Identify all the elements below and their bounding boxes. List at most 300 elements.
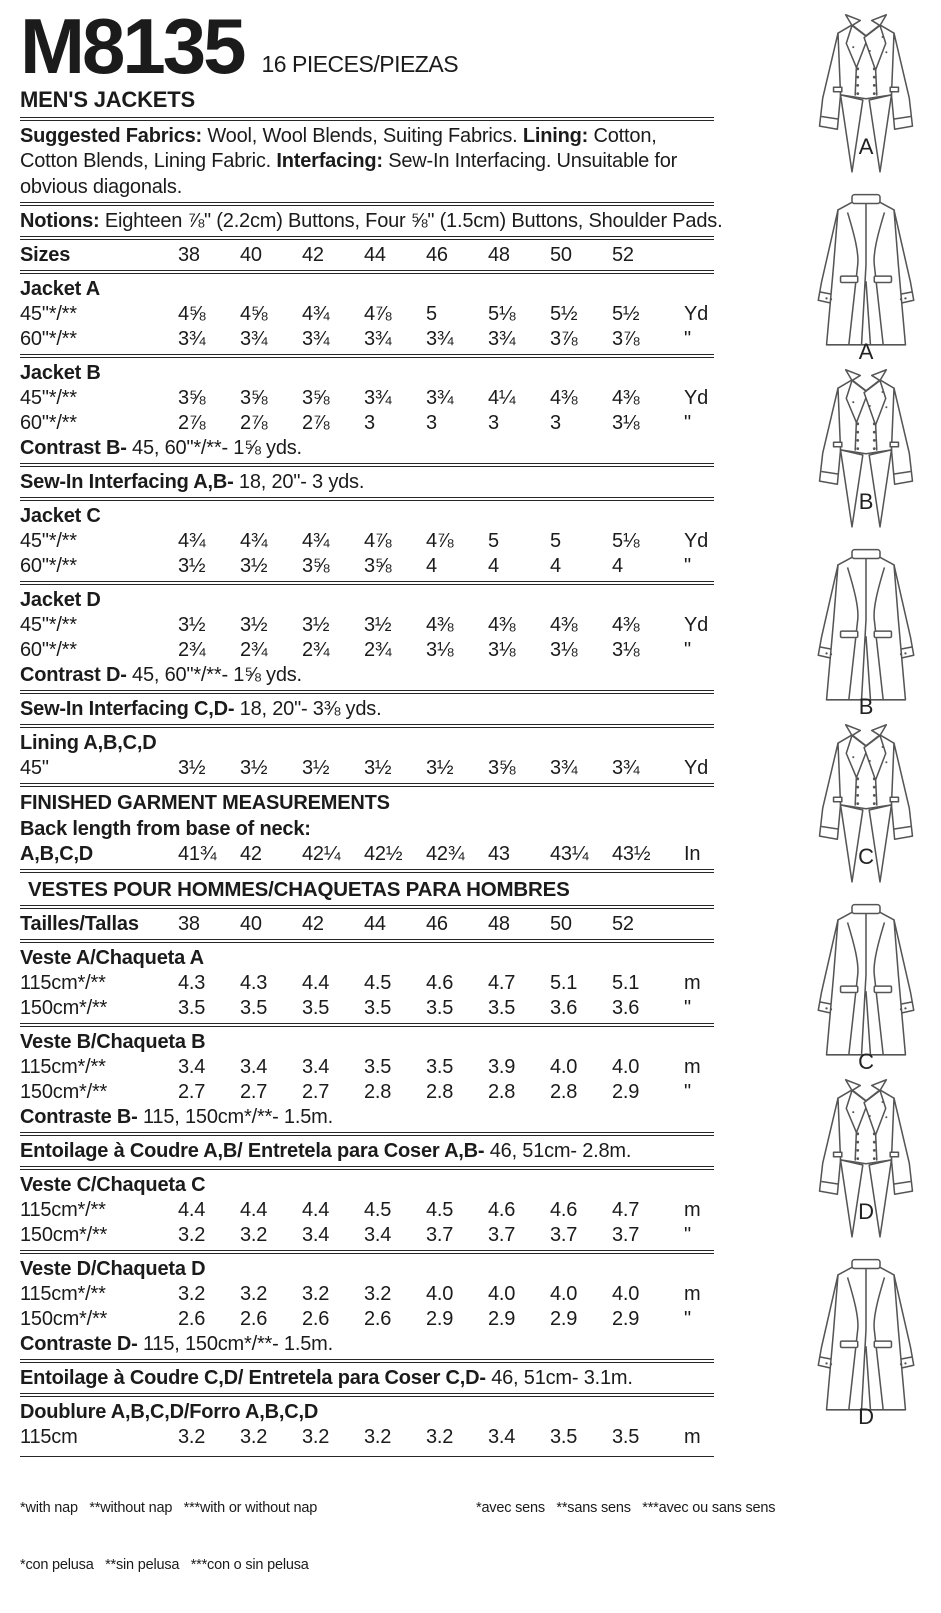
meterage-cell: 2.6 xyxy=(302,1308,330,1331)
interfacing-cd-note xyxy=(20,697,714,722)
meterage-cell: 3.2 xyxy=(178,1283,206,1306)
size-value: 40 xyxy=(240,244,262,267)
meterage-cell: 4.0 xyxy=(488,1283,516,1306)
divider xyxy=(20,354,714,358)
jacket-b-title: Jacket B xyxy=(20,362,101,385)
view-label: A xyxy=(858,133,874,159)
divider xyxy=(20,1359,714,1363)
veste-c-title: Veste C/Chaqueta C xyxy=(20,1174,206,1197)
yardage-cell: 3⅝ xyxy=(488,757,516,780)
meterage-cell: 4.7 xyxy=(488,972,516,995)
meterage-cell: 3.5 xyxy=(364,997,392,1020)
row-label: 115cm*/** xyxy=(20,972,106,995)
meterage-cell: 2.9 xyxy=(612,1081,640,1104)
yardage-cell: 3¾ xyxy=(364,328,392,351)
yardage-cell: 3½ xyxy=(240,757,268,780)
row-label: 45"*/** xyxy=(20,530,77,553)
yardage-cell: 3⅞ xyxy=(612,328,640,351)
note-text: 46, 51cm- 3.1m. xyxy=(485,1367,633,1390)
meterage-cell: 4.3 xyxy=(178,972,206,995)
row-values xyxy=(178,411,674,436)
tailcoat-back-drawing xyxy=(796,541,936,711)
measurement-cell: 43½ xyxy=(612,843,651,866)
yardage-cell: 4⅜ xyxy=(612,614,640,637)
yardage-cell: 3¾ xyxy=(488,328,516,351)
row-label: 150cm*/** xyxy=(20,997,108,1020)
jacket-d-back-illustration xyxy=(791,1251,941,1429)
yardage-cell: 4¾ xyxy=(302,530,330,553)
unit-label: Yd xyxy=(684,757,709,780)
contraste-d-note xyxy=(20,1332,714,1357)
divider xyxy=(20,690,714,694)
yardage-cell: 2⅞ xyxy=(302,412,330,435)
unit-label: " xyxy=(684,1224,691,1247)
meterage-cell: 4.0 xyxy=(426,1283,454,1306)
divider xyxy=(20,581,714,585)
size-value: 46 xyxy=(426,913,448,936)
meterage-cell: 4.0 xyxy=(550,1283,578,1306)
meterage-cell: 2.9 xyxy=(612,1308,640,1331)
yardage-cell: 3¾ xyxy=(302,328,330,351)
row-values xyxy=(178,756,674,781)
yardage-cell: 3⅛ xyxy=(550,639,578,662)
unit-label: " xyxy=(684,555,691,578)
yardage-cell: 5 xyxy=(488,530,499,553)
footnote-es: *con pelusa **sin pelusa ***con o sin pelusa xyxy=(20,1557,309,1574)
meterage-cell: 2.8 xyxy=(488,1081,516,1104)
yardage-cell: 3 xyxy=(426,412,437,435)
fabric-info xyxy=(20,124,714,201)
meterage-cell: 5.1 xyxy=(550,972,578,995)
yardage-cell: 3⅝ xyxy=(240,387,268,410)
table-row xyxy=(20,529,714,554)
table-row xyxy=(20,1198,714,1223)
row-values xyxy=(178,996,674,1021)
pieces-count: 16 PIECES/PIEZAS xyxy=(261,50,459,77)
unit-label: " xyxy=(684,1081,691,1104)
row-label: 60"*/** xyxy=(20,639,77,662)
table-row xyxy=(20,756,714,781)
divider xyxy=(20,1393,714,1397)
meterage-cell: 3.2 xyxy=(240,1224,268,1247)
meterage-cell: 3.2 xyxy=(426,1426,454,1449)
view-label: B xyxy=(858,694,874,719)
meterage-cell: 2.9 xyxy=(426,1308,454,1331)
meterage-cell: 4.0 xyxy=(550,1056,578,1079)
divider xyxy=(20,1166,714,1170)
note-bold: Sew-In Interfacing C,D- xyxy=(20,698,235,721)
size-value: 52 xyxy=(612,913,634,936)
row-values xyxy=(178,1080,674,1105)
footnote-en: *with nap **without nap ***with or without nap xyxy=(20,1500,318,1517)
yardage-cell: 4¾ xyxy=(178,530,206,553)
yardage-cell: 3⅝ xyxy=(302,387,330,410)
meterage-cell: 3.7 xyxy=(488,1224,516,1247)
sizes-values xyxy=(178,912,674,937)
row-values xyxy=(178,613,674,638)
back-length-row xyxy=(20,842,714,867)
row-values xyxy=(178,1307,674,1332)
table-row xyxy=(20,996,714,1021)
table-row xyxy=(20,327,714,352)
contrast-b-note xyxy=(20,436,714,461)
meterage-cell: 4.5 xyxy=(364,1199,392,1222)
meterage-cell: 3.2 xyxy=(240,1283,268,1306)
yardage-cell: 4⅞ xyxy=(364,530,392,553)
row-values xyxy=(178,1282,674,1307)
table-row xyxy=(20,1080,714,1105)
yardage-cell: 3 xyxy=(364,412,375,435)
header xyxy=(20,2,714,90)
measurement-cell: 43¼ xyxy=(550,843,589,866)
yardage-cell: 4 xyxy=(612,555,623,578)
divider xyxy=(20,905,714,909)
note-bold: Sew-In Interfacing A,B- xyxy=(20,471,234,494)
yardage-cell: 3⅝ xyxy=(302,555,330,578)
meterage-cell: 3.4 xyxy=(364,1224,392,1247)
measurement-cell: 42 xyxy=(240,843,262,866)
table-row xyxy=(20,1223,714,1248)
meterage-cell: 2.8 xyxy=(426,1081,454,1104)
unit-label: m xyxy=(684,1426,701,1449)
note-bold: Entoilage à Coudre A,B/ Entretela para Coser A,B- xyxy=(20,1140,485,1163)
unit-label: In xyxy=(684,843,701,866)
yardage-cell: 3½ xyxy=(364,614,392,637)
table-row xyxy=(20,1425,714,1450)
pattern-number: M8135 xyxy=(20,2,244,90)
tailles-label: Tailles/Tallas xyxy=(20,913,139,936)
note-text: 115, 150cm*/**- 1.5m. xyxy=(137,1333,333,1356)
yardage-cell: 4¾ xyxy=(302,303,330,326)
yardage-cell: 4⅜ xyxy=(550,614,578,637)
note-bold: Entoilage à Coudre C,D/ Entretela para Coser C,D- xyxy=(20,1367,486,1390)
row-label: 115cm xyxy=(20,1426,78,1449)
notions-line xyxy=(20,209,723,234)
jacket-illustrations xyxy=(791,8,941,1428)
yardage-cell: 3¾ xyxy=(240,328,268,351)
meterage-cell: 3.2 xyxy=(364,1426,392,1449)
size-value: 44 xyxy=(364,913,386,936)
yardage-cell: 2¾ xyxy=(302,639,330,662)
meterage-cell: 4.5 xyxy=(364,972,392,995)
meterage-cell: 3.5 xyxy=(302,997,330,1020)
table-row xyxy=(20,411,714,436)
footnote-divider xyxy=(20,1456,714,1457)
divider xyxy=(20,724,714,728)
size-value: 38 xyxy=(178,913,200,936)
yardage-cell: 4 xyxy=(426,555,437,578)
doublure-title: Doublure A,B,C,D/Forro A,B,C,D xyxy=(20,1401,319,1424)
row-values xyxy=(178,638,674,663)
row-label: 60"*/** xyxy=(20,412,77,435)
view-label: A xyxy=(858,339,874,364)
row-values xyxy=(178,1223,674,1248)
tailcoat-back-drawing xyxy=(796,186,936,356)
table-row xyxy=(20,302,714,327)
size-value: 42 xyxy=(302,244,324,267)
meterage-cell: 3.4 xyxy=(302,1056,330,1079)
size-value: 52 xyxy=(612,244,634,267)
yardage-cell: 4¾ xyxy=(240,530,268,553)
yardage-cell: 3¾ xyxy=(550,757,578,780)
footnotes-french xyxy=(476,1461,775,1613)
row-label: 150cm*/** xyxy=(20,1224,108,1247)
yardage-cell: 3⅛ xyxy=(426,639,454,662)
view-label: B xyxy=(858,488,874,514)
row-label: 60"*/** xyxy=(20,328,77,351)
note-text: 45, 60"*/**- 1⅝ yds. xyxy=(126,664,302,687)
row-values xyxy=(178,842,674,867)
unit-label: " xyxy=(684,412,691,435)
yardage-cell: 2⅞ xyxy=(178,412,206,435)
yardage-cell: 3 xyxy=(488,412,499,435)
back-length-subtitle: Back length from base of neck: xyxy=(20,818,311,841)
entoilage-ab-note xyxy=(20,1139,714,1164)
meterage-cell: 3.6 xyxy=(612,997,640,1020)
meterage-cell: 3.4 xyxy=(178,1056,206,1079)
meterage-cell: 3.5 xyxy=(364,1056,392,1079)
veste-a-title: Veste A/Chaqueta A xyxy=(20,947,204,970)
measurement-cell: 41¾ xyxy=(178,843,217,866)
meterage-cell: 3.2 xyxy=(302,1426,330,1449)
yardage-cell: 3⅞ xyxy=(550,328,578,351)
size-value: 46 xyxy=(426,244,448,267)
unit-label: Yd xyxy=(684,614,709,637)
meterage-cell: 4.6 xyxy=(550,1199,578,1222)
size-value: 40 xyxy=(240,913,262,936)
divider xyxy=(20,270,714,274)
yardage-cell: 5 xyxy=(426,303,437,326)
note-text: 18, 20"- 3 yds. xyxy=(233,471,365,494)
jacket-b-front-illustration xyxy=(791,363,941,541)
tailcoat-back-drawing xyxy=(796,1251,936,1421)
notions-label: Notions: xyxy=(20,210,100,233)
meterage-cell: 4.3 xyxy=(240,972,268,995)
yardage-cell: 4 xyxy=(488,555,499,578)
unit-label: m xyxy=(684,972,701,995)
yardage-cell: 3½ xyxy=(302,614,330,637)
yardage-cell: 3⅝ xyxy=(178,387,206,410)
yardage-cell: 3½ xyxy=(364,757,392,780)
row-label: 45"*/** xyxy=(20,387,77,410)
meterage-cell: 4.7 xyxy=(612,1199,640,1222)
veste-b-title: Veste B/Chaqueta B xyxy=(20,1031,206,1054)
measurement-cell: 42¾ xyxy=(426,843,465,866)
yardage-cell: 3 xyxy=(550,412,561,435)
yardage-cell: 3⅛ xyxy=(612,412,640,435)
contrast-d-note xyxy=(20,663,714,688)
meterage-cell: 3.5 xyxy=(612,1426,640,1449)
note-text: 115, 150cm*/**- 1.5m. xyxy=(137,1106,333,1129)
size-value: 42 xyxy=(302,913,324,936)
size-value: 44 xyxy=(364,244,386,267)
yardage-cell: 3½ xyxy=(240,555,268,578)
table-row xyxy=(20,1282,714,1307)
meterage-cell: 4.6 xyxy=(488,1199,516,1222)
yardage-chart xyxy=(20,2,776,1613)
meterage-cell: 3.6 xyxy=(550,997,578,1020)
meterage-cell: 2.9 xyxy=(488,1308,516,1331)
yardage-cell: 2¾ xyxy=(240,639,268,662)
meterage-cell: 2.7 xyxy=(178,1081,206,1104)
row-label: 45" xyxy=(20,757,49,780)
row-values xyxy=(178,529,674,554)
table-row xyxy=(20,386,714,411)
meterage-cell: 2.8 xyxy=(550,1081,578,1104)
meterage-cell: 2.7 xyxy=(240,1081,268,1104)
footnotes xyxy=(20,1461,776,1613)
table-row xyxy=(20,971,714,996)
meterage-cell: 3.2 xyxy=(364,1283,392,1306)
yardage-cell: 3¾ xyxy=(364,387,392,410)
size-value: 38 xyxy=(178,244,200,267)
divider xyxy=(20,1132,714,1136)
veste-d-title: Veste D/Chaqueta D xyxy=(20,1258,206,1281)
unit-label: " xyxy=(684,639,691,662)
yardage-cell: 4 xyxy=(550,555,561,578)
size-value: 50 xyxy=(550,244,572,267)
divider xyxy=(20,236,714,240)
table-row xyxy=(20,1307,714,1332)
row-label: 115cm*/** xyxy=(20,1056,106,1079)
meterage-cell: 2.6 xyxy=(364,1308,392,1331)
meterage-cell: 3.7 xyxy=(426,1224,454,1247)
jacket-d-title: Jacket D xyxy=(20,589,101,612)
row-label: 45"*/** xyxy=(20,303,77,326)
yardage-cell: 4⅜ xyxy=(426,614,454,637)
lining-title: Lining A,B,C,D xyxy=(20,732,157,755)
note-text: 46, 51cm- 2.8m. xyxy=(484,1140,632,1163)
row-label: 150cm*/** xyxy=(20,1081,108,1104)
divider xyxy=(20,939,714,943)
meterage-cell: 4.5 xyxy=(426,1199,454,1222)
meterage-cell: 3.2 xyxy=(178,1224,206,1247)
row-values xyxy=(178,1055,674,1080)
jacket-d-front-illustration xyxy=(791,1073,941,1251)
yardage-cell: 5½ xyxy=(612,303,640,326)
row-label: 115cm*/** xyxy=(20,1199,106,1222)
suggested-fabrics-text: Wool, Wool Blends, Suiting Fabrics. xyxy=(202,124,523,147)
jacket-c-back-illustration xyxy=(791,896,941,1074)
yardage-cell: 5⅛ xyxy=(612,530,640,553)
meterage-cell: 3.5 xyxy=(178,997,206,1020)
interfacing-label: Interfacing: xyxy=(276,150,383,173)
yardage-cell: 3½ xyxy=(178,555,206,578)
suggested-fabrics-label: Suggested Fabrics: xyxy=(20,124,202,147)
meterage-cell: 3.5 xyxy=(550,1426,578,1449)
yardage-cell: 3½ xyxy=(178,614,206,637)
yardage-cell: 4⅞ xyxy=(426,530,454,553)
unit-label: " xyxy=(684,328,691,351)
lining-label: Lining: xyxy=(522,124,589,147)
meterage-cell: 4.6 xyxy=(426,972,454,995)
row-label: 60"*/** xyxy=(20,555,77,578)
row-label: A,B,C,D xyxy=(20,843,94,866)
yardage-cell: 5½ xyxy=(550,303,578,326)
note-text: 45, 60"*/**- 1⅝ yds. xyxy=(126,437,302,460)
row-label: 115cm*/** xyxy=(20,1283,106,1306)
jacket-a-title: Jacket A xyxy=(20,278,100,301)
row-label: 150cm*/** xyxy=(20,1308,108,1331)
lining-text: Cotton, Cotton Blends, Lining Fabric. xyxy=(20,124,657,173)
meterage-cell: 3.4 xyxy=(488,1426,516,1449)
meterage-cell: 3.4 xyxy=(302,1224,330,1247)
meterage-cell: 3.4 xyxy=(240,1056,268,1079)
yardage-cell: 3¾ xyxy=(612,757,640,780)
yardage-cell: 5 xyxy=(550,530,561,553)
meterage-cell: 3.2 xyxy=(240,1426,268,1449)
table-row xyxy=(20,638,714,663)
divider xyxy=(20,1250,714,1254)
divider xyxy=(20,202,714,206)
metric-section-title: VESTES POUR HOMMES/CHAQUETAS PARA HOMBRES xyxy=(28,878,570,902)
view-label: D xyxy=(858,1404,874,1429)
yardage-cell: 3½ xyxy=(178,757,206,780)
unit-label: m xyxy=(684,1283,701,1306)
note-bold: Contraste B- xyxy=(20,1106,138,1129)
yardage-cell: 4⅞ xyxy=(364,303,392,326)
row-values xyxy=(178,302,674,327)
yardage-cell: 4⅝ xyxy=(240,303,268,326)
meterage-cell: 3.5 xyxy=(240,997,268,1020)
yardage-cell: 4⅜ xyxy=(488,614,516,637)
meterage-cell: 3.2 xyxy=(302,1283,330,1306)
yardage-cell: 3⅝ xyxy=(364,555,392,578)
divider xyxy=(20,117,714,121)
meterage-cell: 2.6 xyxy=(240,1308,268,1331)
meterage-cell: 3.5 xyxy=(488,997,516,1020)
row-values xyxy=(178,554,674,579)
yardage-cell: 3¾ xyxy=(426,328,454,351)
yardage-cell: 2¾ xyxy=(364,639,392,662)
measurement-cell: 43 xyxy=(488,843,510,866)
meterage-cell: 2.9 xyxy=(550,1308,578,1331)
view-label: D xyxy=(858,1198,874,1224)
yardage-cell: 3½ xyxy=(240,614,268,637)
meterage-cell: 4.4 xyxy=(240,1199,268,1222)
yardage-cell: 3⅛ xyxy=(488,639,516,662)
footnote-fr: *avec sens **sans sens ***avec ou sans sens xyxy=(476,1500,776,1517)
yardage-cell: 3½ xyxy=(302,757,330,780)
note-text: 18, 20"- 3⅜ yds. xyxy=(234,698,382,721)
unit-label: m xyxy=(684,1199,701,1222)
category-title: MEN'S JACKETS xyxy=(20,86,195,112)
yardage-cell: 4⅜ xyxy=(612,387,640,410)
yardage-cell: 4⅝ xyxy=(178,303,206,326)
note-bold: Contraste D- xyxy=(20,1333,138,1356)
table-row xyxy=(20,1055,714,1080)
meterage-cell: 3.2 xyxy=(178,1426,206,1449)
row-values xyxy=(178,1425,674,1450)
tailcoat-back-drawing xyxy=(796,896,936,1066)
meterage-cell: 5.1 xyxy=(612,972,640,995)
jacket-a-back-illustration xyxy=(791,186,941,364)
row-values xyxy=(178,1198,674,1223)
meterage-cell: 3.9 xyxy=(488,1056,516,1079)
row-label: 45"*/** xyxy=(20,614,77,637)
notions-text: Eighteen ⅞" (2.2cm) Buttons, Four ⅝" (1.5cm) Buttons, Shoulder Pads. xyxy=(99,210,723,233)
table-row xyxy=(20,613,714,638)
divider xyxy=(20,463,714,467)
meterage-cell: 3.7 xyxy=(612,1224,640,1247)
yardage-cell: 4⅜ xyxy=(550,387,578,410)
yardage-cell: 2⅞ xyxy=(240,412,268,435)
divider xyxy=(20,783,714,787)
yardage-cell: 3¾ xyxy=(426,387,454,410)
unit-label: " xyxy=(684,1308,691,1331)
size-value: 50 xyxy=(550,913,572,936)
contraste-b-note xyxy=(20,1105,714,1130)
